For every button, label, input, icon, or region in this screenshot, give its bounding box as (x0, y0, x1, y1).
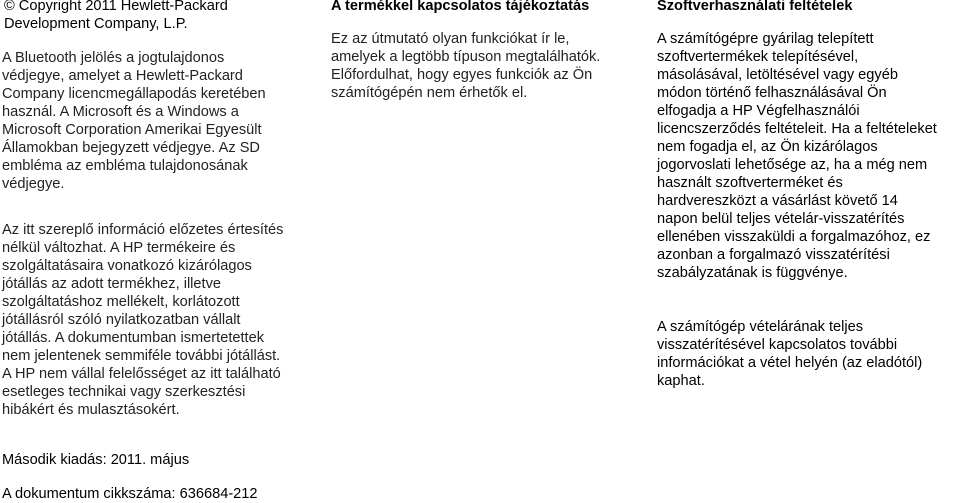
text-line: hardvereszközt a vásárlást követő 14 (657, 193, 898, 209)
refund-info-paragraph (657, 318, 922, 390)
text-line: kaphat. (657, 373, 705, 389)
text-line: számítógépén nem érhetők el. (331, 85, 528, 101)
text-line: napon belül teljes vételár-visszatérítés (657, 211, 905, 227)
text-line: használ. A Microsoft és a Windows a (2, 104, 239, 120)
text-line: A számítógép vételárának teljes (657, 319, 864, 335)
text-line: módon történő felhasználásával Ön (657, 85, 887, 101)
text-line: licencszerződés feltételeit. Ha a feltételeket (657, 121, 937, 137)
text-line: jótállásról szóló nyilatkozatban vállalt (2, 312, 241, 328)
text-line: Company licencmegállapodás keretében (2, 86, 266, 102)
text-line: jótállás az adott termékhez, illetve (2, 276, 222, 292)
text-line: nélkül változhat. A HP termékeire és (2, 240, 236, 256)
copyright-line-2: Development Company, L.P. (4, 16, 188, 32)
text-line: Ez az útmutató olyan funkciókat ír le, (331, 31, 570, 47)
text-line: ellenében visszaküldi a forgalmazóhoz, ez (657, 229, 931, 245)
text-line: esetleges technikai vagy szerkesztési (2, 384, 246, 400)
text-line: azonban a forgalmazó visszatérítési (657, 247, 890, 263)
copyright-line-1: © Copyright 2011 Hewlett-Packard (4, 0, 228, 14)
text-line: A HP nem vállal felelősséget az itt található (2, 366, 281, 382)
product-info-heading: A termékkel kapcsolatos tájékoztatás (331, 0, 590, 14)
text-line: A számítógépre gyárilag telepített (657, 31, 874, 47)
text-line: szolgáltatásaira vonatkozó kizárólagos (2, 258, 252, 274)
text-line: Microsoft Corporation Amerikai Egyesült (2, 122, 262, 138)
text-line: A Bluetooth jelölés a jogtulajdonos (2, 50, 225, 66)
text-line: jótállás. A dokumentumban ismertetettek (2, 330, 265, 346)
text-line: védjegye. (2, 176, 65, 192)
edition-text: Második kiadás: 2011. május (2, 452, 190, 468)
text-line: jogorvoslati lehetősége az, ha a még nem (657, 157, 928, 173)
document-number-text: A dokumentum cikkszáma: 636684-212 (2, 486, 258, 502)
text-line: elfogadja a HP Végfelhasználói (657, 103, 860, 119)
text-line: másolásával, letöltésével vagy egyéb (657, 67, 898, 83)
text-line: nem jelentenek semmiféle további jótállást. (2, 348, 281, 364)
text-line: védjegye, amelyet a Hewlett-Packard (2, 68, 243, 84)
software-terms-paragraph (657, 30, 937, 282)
product-info-paragraph (331, 30, 600, 102)
text-line: Előfordulhat, hogy egyes funkciók az Ön (331, 67, 593, 83)
text-line: nem fogadja el, az Ön kizárólagos (657, 139, 878, 155)
text-line: használt szoftverterméket és (657, 175, 843, 191)
warranty-notice-paragraph (2, 221, 283, 419)
text-line: szolgáltatáshoz mellékelt, korlátozott (2, 294, 240, 310)
text-line: szoftvertermékek telepítésével, (657, 49, 859, 65)
text-line: visszatérítésével kapcsolatos további (657, 337, 898, 353)
text-line: információkat a vétel helyén (az eladótól) (657, 355, 923, 371)
software-terms-heading: Szoftverhasználati feltételek (657, 0, 853, 14)
text-line: Államokban bejegyzett védjegye. Az SD (2, 140, 260, 156)
text-line: amelyek a legtöbb típuson megtalálhatók. (331, 49, 601, 65)
text-line: Az itt szereplő információ előzetes értesítés (2, 222, 284, 238)
text-line: szabályzatának is függvénye. (657, 265, 848, 281)
text-line: embléma az embléma tulajdonosának (2, 158, 248, 174)
trademark-paragraph (2, 49, 266, 193)
text-line: hibákért és mulasztásokért. (2, 402, 180, 418)
